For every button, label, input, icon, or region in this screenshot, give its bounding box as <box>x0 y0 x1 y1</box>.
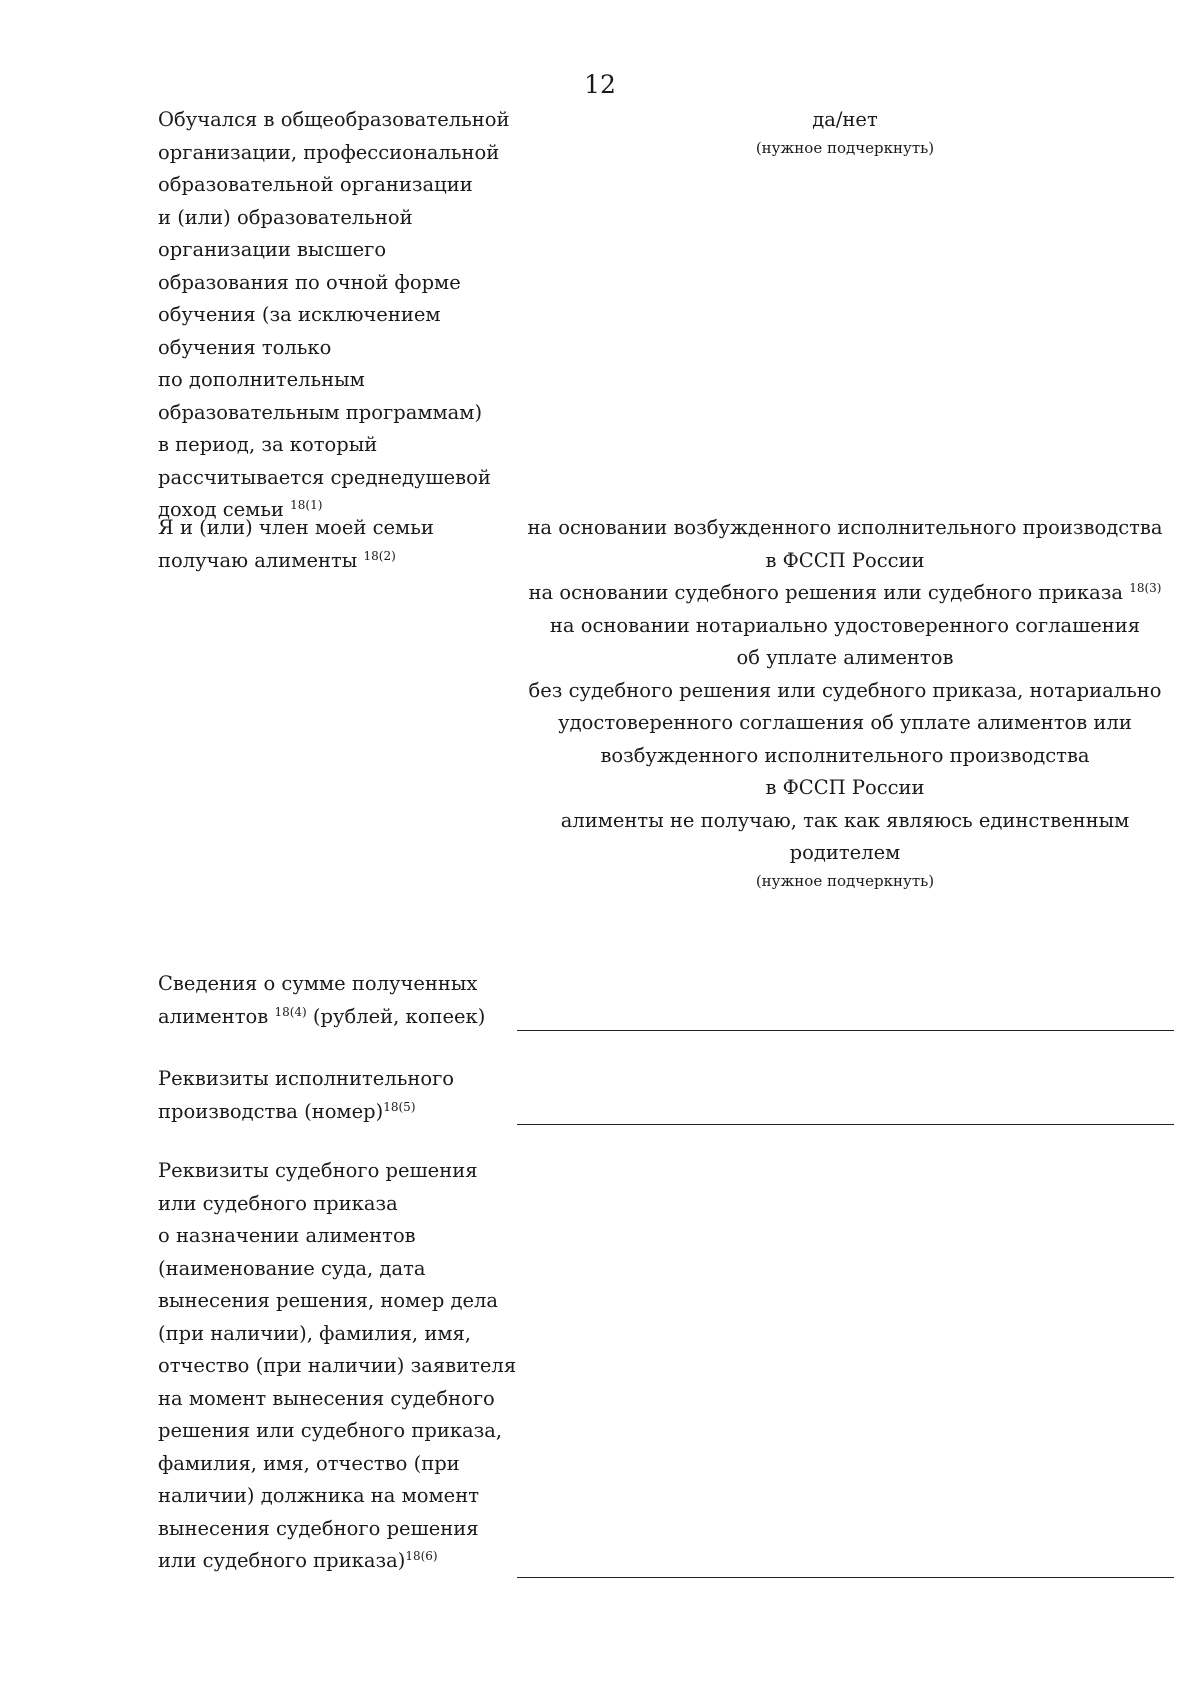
alimony-option-line: без судебного решения или судебного приказа, нотариально <box>528 678 1162 702</box>
education-label-line: в период, за который <box>158 433 378 456</box>
education-answer <box>520 104 1170 159</box>
footnote-marker: 18(2) <box>363 548 396 563</box>
alimony-amount-unit: (рублей, копеек) <box>312 1004 486 1028</box>
education-label-line: и (или) образовательной <box>158 205 413 229</box>
alimony-amount-label-line <box>158 1001 523 1034</box>
court-decision-label-line: вынесения решения, номер дела <box>158 1289 499 1312</box>
education-label-line: организации высшего <box>158 238 387 261</box>
alimony-option-line: в ФССП России <box>765 776 925 799</box>
alimony-hint: (нужное подчеркнуть) <box>755 871 935 890</box>
court-decision-label-line: (при наличии), фамилия, имя, <box>158 1321 471 1345</box>
footnote-marker: 18(5) <box>383 1099 416 1114</box>
court-decision-label-line-last <box>158 1545 523 1578</box>
alimony-amount-label-line: Сведения о сумме полученных <box>158 972 478 995</box>
court-decision-label-line: или судебного приказа <box>158 1191 398 1215</box>
alimony-option-line: в ФССП России <box>765 548 925 572</box>
alimony-option-text: на основании судебного решения или судебного приказа <box>528 581 1123 604</box>
education-label-line: обучения только <box>158 335 332 359</box>
court-decision-field[interactable] <box>517 1577 1174 1578</box>
education-label-line: по дополнительным <box>158 368 365 391</box>
education-label-line: образования по очной форме <box>158 270 461 294</box>
alimony-options <box>520 512 1170 892</box>
footnote-marker: 18(6) <box>405 1549 438 1563</box>
court-decision-label-line: Реквизиты судебного решения <box>158 1159 478 1182</box>
court-decision-label-line: вынесения судебного решения <box>158 1516 479 1540</box>
education-label-line: организации, профессиональной <box>158 140 500 164</box>
court-decision-label-line: (наименование суда, дата <box>158 1256 426 1280</box>
footnote-marker: 18(1) <box>290 498 323 512</box>
enforcement-label <box>158 1063 523 1128</box>
enforcement-label-text: производства (номер) <box>158 1099 384 1123</box>
alimony-option-line: родителем <box>789 841 901 864</box>
alimony-option-line: на основании нотариально удостоверенного соглашения <box>549 613 1141 637</box>
alimony-option-line: возбужденного исполнительного производства <box>600 743 1090 767</box>
education-label-line: рассчитывается среднедушевой <box>158 465 491 489</box>
court-decision-label-line: решения или судебного приказа, <box>158 1419 503 1442</box>
alimony-label-line: Я и (или) член моей семьи <box>158 516 434 539</box>
court-decision-label-line: о назначении алиментов <box>158 1224 416 1247</box>
court-decision-label-line: отчество (при наличии) заявителя <box>158 1354 517 1377</box>
education-hint: (нужное подчеркнуть) <box>755 138 935 157</box>
alimony-label-text: получаю алименты <box>158 548 358 572</box>
alimony-amount-label <box>158 968 523 1033</box>
alimony-option-line: алименты не получаю, так как являюсь единственным <box>560 808 1130 832</box>
alimony-option-line: об уплате алиментов <box>736 646 954 669</box>
court-decision-label-line: на момент вынесения судебного <box>158 1386 495 1410</box>
alimony-amount-text: алиментов <box>158 1004 269 1028</box>
page-number: 12 <box>584 70 616 99</box>
education-label-line: образовательной организации <box>158 173 473 196</box>
enforcement-label-line <box>158 1096 523 1129</box>
alimony-amount-field[interactable] <box>517 1030 1174 1031</box>
footnote-marker: 18(3) <box>1129 581 1162 595</box>
footnote-marker: 18(4) <box>274 1004 307 1019</box>
court-decision-label <box>158 1155 523 1578</box>
enforcement-number-field[interactable] <box>517 1124 1174 1125</box>
education-label-line: Обучался в общеобразовательной <box>158 108 510 131</box>
education-label-line: обучения (за исключением <box>158 303 441 326</box>
education-answer-text: да/нет <box>812 108 878 131</box>
court-decision-label-text: или судебного приказа) <box>158 1549 406 1572</box>
alimony-label <box>158 512 523 577</box>
court-decision-label-line: фамилия, имя, отчество (при <box>158 1451 460 1475</box>
education-label-line: образовательным программам) <box>158 400 483 424</box>
alimony-label-line-last <box>158 545 523 578</box>
alimony-option-line: удостоверенного соглашения об уплате алиментов или <box>558 711 1132 734</box>
enforcement-label-line: Реквизиты исполнительного <box>158 1067 455 1090</box>
alimony-option-line <box>520 577 1170 610</box>
alimony-option-line: на основании возбужденного исполнительного производства <box>527 516 1163 539</box>
court-decision-label-line: наличии) должника на момент <box>158 1484 479 1507</box>
education-label <box>158 104 523 527</box>
education-label-text: доход семьи <box>158 498 284 521</box>
